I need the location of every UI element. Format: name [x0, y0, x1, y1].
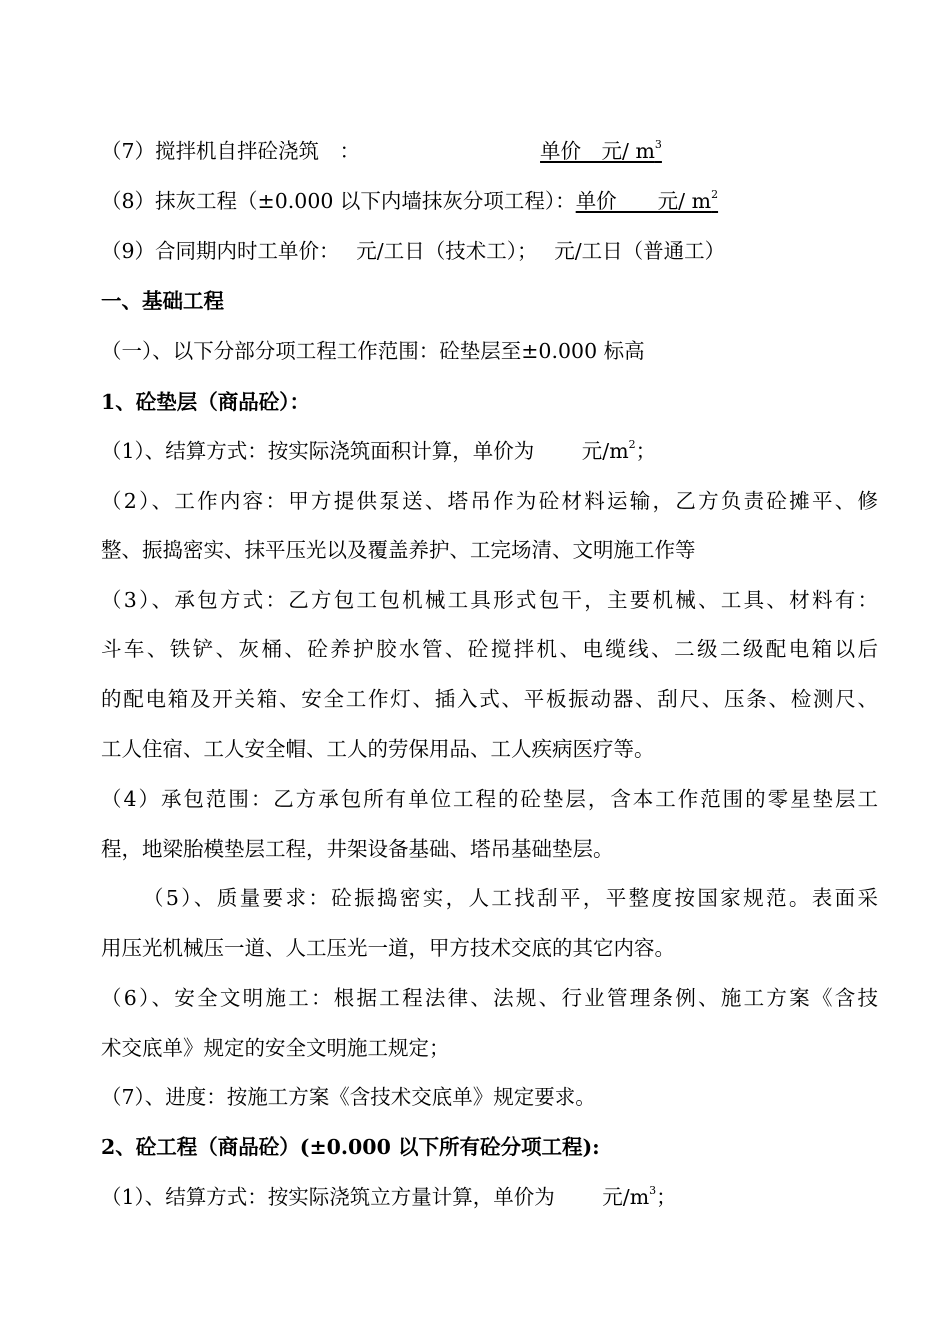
- settlement-method-volume: （1）、结算方式：按实际浇筑立方量计算，单价为 元$/m^3$；: [101, 1184, 677, 1209]
- subheading-concrete-works: 2、砼工程（商品砼）(±0.000 以下所有砼分项工程):: [101, 1135, 600, 1159]
- clause-9-labor-rate: （9）合同期内时工单价： 元/工日（技术工）； 元/工日（普通工）: [101, 239, 726, 263]
- subheading-cushion-layer: 1、砼垫层（商品砼）：: [101, 390, 311, 414]
- settlement-method-area: （1）、结算方式：按实际浇筑面积计算，单价为 元$/m^2$；: [101, 438, 657, 463]
- contract-scope-line-2: 程，地梁胎模垫层工程，井架设备基础、塔吊基础垫层。: [101, 837, 614, 861]
- contract-method-line-3: 的配电箱及开关箱、安全工作灯、插入式、平板振动器、刮尺、压条、检测尺、: [101, 687, 878, 711]
- safety-line-1: （6）、安全文明施工：根据工程法律、法规、行业管理条例、施工方案《含技: [101, 986, 878, 1010]
- safety-line-2: 术交底单》规定的安全文明施工规定；: [101, 1036, 450, 1060]
- scope-statement: （一）、以下分部分项工程工作范围：砼垫层至±0.000 标高: [101, 339, 645, 363]
- work-content-line-1: （2）、工作内容：甲方提供泵送、塔吊作为砼材料运输，乙方负责砼摊平、修: [101, 489, 878, 513]
- quality-requirement-line-1: （5）、质量要求：砼振捣密实，人工找刮平，平整度按国家规范。表面采: [143, 886, 878, 910]
- section-heading-foundation: 一、基础工程: [101, 289, 224, 313]
- clause-8-text: （8）抹灰工程（±0.000 以下内墙抹灰分项工程）：: [101, 189, 576, 213]
- contract-method-line-1: （3）、承包方式：乙方包工包机械工具形式包干，主要机械、工具、材料有：: [101, 588, 878, 612]
- clause-7-text: （7）搅拌机自拌砼浇筑 ：: [101, 139, 361, 163]
- contract-scope-line-1: （4）承包范围：乙方承包所有单位工程的砼垫层，含本工作范围的零星垫层工: [101, 787, 878, 811]
- clause-8-plastering: [101, 188, 718, 214]
- clause-8-unit-price: 单价 元/ $m^2$: [575, 188, 719, 213]
- progress-requirement: （7）、进度：按施工方案《含技术交底单》规定要求。: [101, 1085, 596, 1109]
- quality-requirement-line-2: 用压光机械压一道、人工压光一道，甲方技术交底的其它内容。: [101, 936, 675, 960]
- clause-7-unit-price: 单价 元/ $m^3$: [540, 138, 662, 163]
- contract-method-line-2: 斗车、铁铲、灰桶、砼养护胶水管、砼搅拌机、电缆线、二级二级配电箱以后: [101, 637, 878, 661]
- work-content-line-2: 整、振捣密实、抹平压光以及覆盖养护、工完场清、文明施工作等: [101, 538, 696, 562]
- contract-method-line-4: 工人住宿、工人安全帽、工人的劳保用品、工人疾病医疗等。: [101, 737, 655, 761]
- clause-7-mixer: [101, 138, 662, 164]
